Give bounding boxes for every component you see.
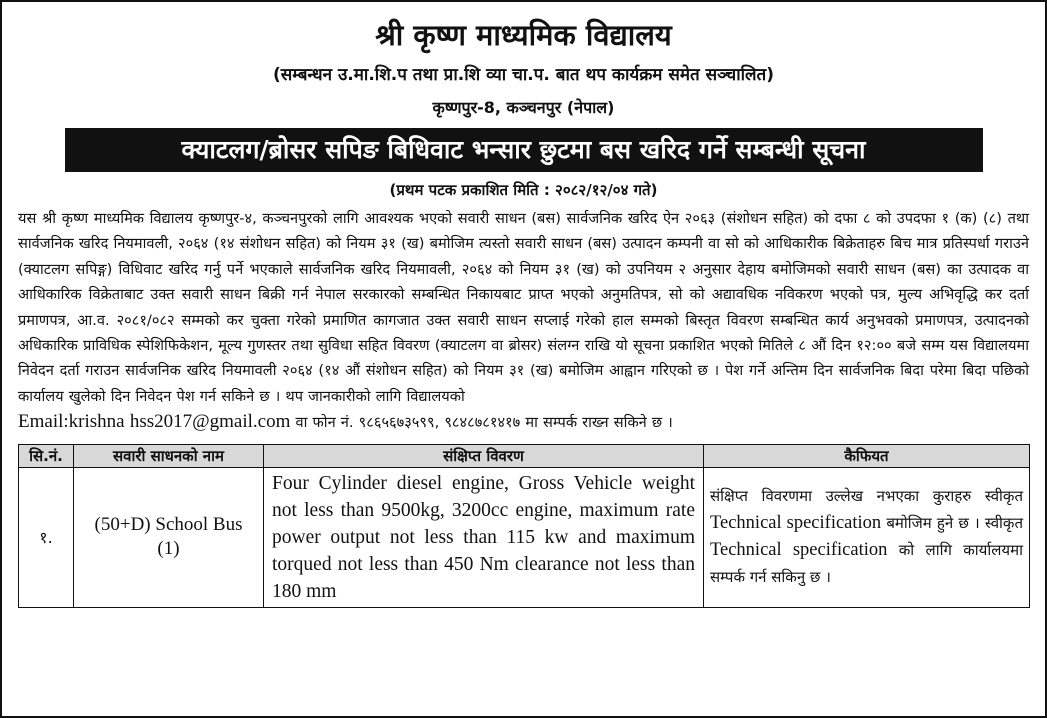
contact-phone-text: वा फोन नं. ९८६५६७३५९९, ९८४८७८१४१७ मा सम्पर्क राख्न सकिने छ । xyxy=(290,414,673,432)
header-serial-number: सि.नं. xyxy=(19,444,74,467)
remarks-part-1: संक्षिप्त विवरणमा उल्लेख नभएका कुराहरु स्वीकृत xyxy=(710,487,1023,506)
notice-body xyxy=(18,206,1029,436)
notice-title: क्याटलग/ब्रोसर सपिङ बिधिवाट भन्सार छुटमा बस खरिद गर्ने सम्बन्धी सूचना xyxy=(65,128,983,172)
cell-description: Four Cylinder diesel engine, Gross Vehicle weight not less than 9500kg, 3200cc engine, maximum rate power output not less than 115 kw and maximum torqued not less than 450 Nm clearance not less than 180 mm xyxy=(264,467,704,607)
table-row xyxy=(19,467,1030,607)
published-date: (प्रथम पटक प्रकाशित मिति : २०८२/१२/०४ गते) xyxy=(389,181,658,199)
cell-serial-number: १. xyxy=(19,467,74,607)
school-affiliation: (सम्बन्धन उ.मा.शि.प तथा प्रा.शि व्या चा.प. बात थप कार्यक्रम समेत सञ्चालित) xyxy=(272,65,775,85)
school-name: श्री कृष्ण माध्यमिक विद्यालय xyxy=(375,18,672,52)
contact-email: Email:krishna hss2017@gmail.com xyxy=(18,411,291,433)
bus-items-table xyxy=(18,444,1030,608)
school-address: कृष्णपुर-8, कञ्चनपुर (नेपाल) xyxy=(432,98,615,117)
cell-remarks xyxy=(704,467,1030,607)
remarks-part-4: Technical specification xyxy=(710,540,888,561)
table-header-row xyxy=(19,444,1030,467)
remarks-part-2: Technical specification xyxy=(710,513,882,534)
header-vehicle-name: सवारी साधनको नाम xyxy=(74,444,264,467)
notice-body-text: यस श्री कृष्ण माध्यमिक विद्यालय कृष्णपुर-४, कञ्चनपुरको लागि आवश्यक भएको सवारी साधन (बस) सार्वजनिक खरिद ऐन २०६३ (संशोधन सहित) को दफा ८ को उपदफा १ (क) (८) तथा सार्वजनिक खरिद नियमावली, २०६४ (१४ संशोधन सहित) को नियम ३१ (ख) बमोजिम त्यस्तो सवारी साधन (बस) उत्पादन कम्पनी वा सो को आधिकारीक बिक्रेताहरु बिच मात्र प्रतिस्पर्धा गराउने (क्याटलग सपिङ्ग) विधिवाट खरिद गर्नु पर्ने भएकाले सार्वजनिक खरिद नियमावली, २०६४ को नियम ३१ (ख) को उपनियम २ अनुसार देहाय बमोजिमको सवारी साधन (बस) का उत्पादक वा आधिकारिक विक्रेताबाट उक्त सवारी साधन बिक्री गर्न नेपाल सरकारको सम्बन्धित निकायबाट प्राप्त भएको अनुमतिपत्र, सो को अद्यावधिक नविकरण भएको पत्र, मुल्य अभिवृद्धि कर दर्ता प्रमाणपत्र, आ.व. २०८१/०८२ सम्मको कर चुक्ता गरेको प्रमाणित कागजात उक्त सवारी साधन सप्लाई गरेको हाल सम्मको बिस्तृत विवरण सम्बन्धित कार्य अनुभवको प्रमाणपत्र, उत्पादनको अधिकारिक प्राविधिक स्पेशिफिकेशन, मूल्य गुणस्तर तथा सुविधा सहित विवरण (क्याटलग वा ब्रोसर) संलग्न राखि यो सूचना प्रकाशित भएको मितिले ८ औं दिन १२:०० बजे सम्म यस विद्यालयमा निवेदन दर्ता गराउन सार्वजनिक खरिद नियमावली २०६४ (१४ औं संशोधन सहित) को नियम ३१ (ख) बमोजिम आह्वान गरिएको छ । पेश गर्ने अन्तिम दिन सार्वजनिक बिदा परेमा बिदा पछिको कार्यालय खुलेको दिन निवेदन पेश गर्न सकिने छ । थप जानकारीको लागि विद्यालयको xyxy=(18,210,1029,405)
cell-vehicle-name: (50+D) School Bus (1) xyxy=(74,467,264,607)
header-short-description: संक्षिप्त विवरण xyxy=(264,444,704,467)
header-remarks: कैफियत xyxy=(704,444,1030,467)
remarks-part-5: को लागि कार्यालयमा सम्पर्क गर्न सकिनु छ । xyxy=(710,541,1023,587)
remarks-part-3: बमोजिम हुने छ । स्वीकृत xyxy=(881,514,1023,533)
